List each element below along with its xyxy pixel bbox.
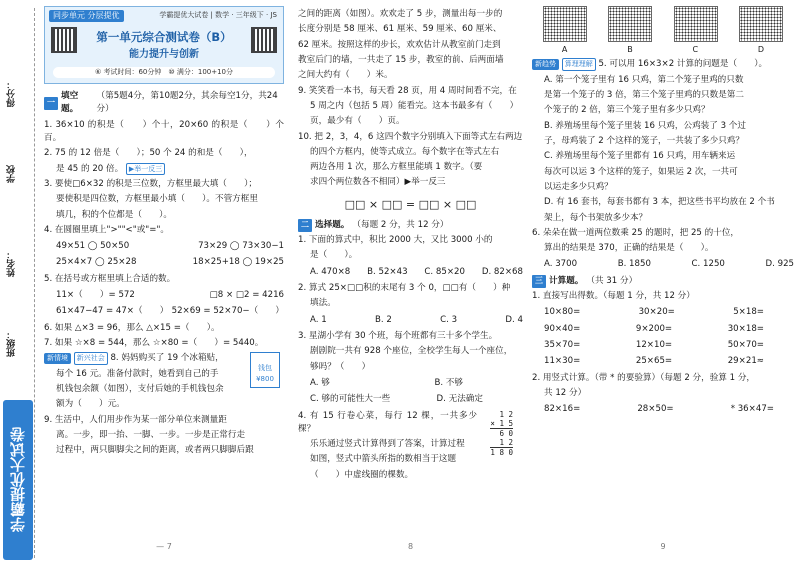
choice-4-cont: 乐乐通过竖式计算得到了答案，计算过程 — [310, 439, 465, 450]
option: B. 2 — [375, 314, 392, 325]
section-number: 三 — [532, 275, 546, 287]
grid-label: D — [757, 45, 765, 54]
options-row — [298, 266, 523, 279]
question-10-cont2: 两边各用 1 次，那么方框里能填 1 数字。（要 — [310, 162, 483, 173]
calc-2-cont: 共 12 分） — [544, 387, 587, 398]
choice-5-a: A. 第一个笼子里有 16 只鸡，第二个笼子里鸡的只数 — [544, 74, 744, 85]
question-6: 6. 如果 △×3 = 96，那么 △×15 =（ ）。 — [44, 322, 220, 333]
option: A. 够 — [310, 377, 330, 388]
dot-grid-c — [674, 6, 718, 42]
options-row — [298, 314, 523, 327]
option: D. 925 — [765, 259, 794, 270]
vertical-multiplication — [490, 410, 513, 457]
option: B. 不够 — [434, 377, 463, 388]
compare-row — [44, 256, 284, 269]
option: A. 3700 — [544, 259, 578, 270]
calc-row — [532, 306, 794, 319]
option: D. 82×68 — [481, 266, 523, 277]
question-8-cont: 每个 16 元。准备付款时，她看到自己的手 — [56, 368, 219, 379]
question-9b-cont: 5 周之内（包括 5 周）能看完。这本书最多有（ ） — [310, 100, 519, 111]
fill-row — [44, 305, 284, 318]
question-8-block — [44, 352, 284, 411]
q9-cont-text: 62 厘米。按照这样的步长，欢欢估计从教室前门走到 — [298, 39, 501, 50]
option: B. 52×43 — [367, 266, 408, 277]
name-label: 姓名： — [7, 250, 17, 277]
question-4: 4. 在圆圈里填上">""<"或"="。 — [44, 224, 169, 235]
calc-item: 28×50= — [637, 404, 674, 415]
question-2: 2. 75 的 12 倍是（ ）；50 个 24 的和是（ ）， — [44, 148, 253, 159]
vert-line: 1 8 0 — [490, 447, 513, 457]
series-label: 学霸提优大试卷 | 数学 · 三年级下 · JS — [159, 11, 277, 19]
score-label: 得分： — [7, 80, 17, 107]
compare-item: 25×4×7 ◯ 25×28 — [56, 257, 137, 268]
fill-item: 61×47−47 = 47×（ ） — [56, 306, 169, 317]
section-number: 一 — [44, 97, 58, 109]
choice-3: 3. 星湖小学有 30 个班，每个班都有三十多个学生。 — [298, 330, 498, 341]
option: C. 1250 — [691, 259, 725, 270]
calc-item: 9×200= — [635, 323, 673, 334]
q9-cont-text: 教室后门的墙，一共走了 15 步，教室的前、后两面墙 — [298, 54, 504, 65]
page-8 — [298, 6, 523, 551]
question-3-cont2: 填几，积的个位都是（ ）。 — [56, 209, 173, 220]
topic-tag: 算理理解 — [562, 58, 596, 71]
section-2-heading — [298, 219, 523, 232]
question-9b-cont2: 页，最少有（ ）页。 — [310, 116, 405, 127]
choice-4: 4. 有 15 行卷心菜，每行 12 棵，一共多少棵？ — [298, 410, 477, 434]
grid-labels — [532, 44, 794, 56]
question-3-cont: 要使积是四位数，方框里最小填（ ）。不管方框里 — [56, 194, 258, 205]
test-subtitle: 能力提升与创新 — [129, 49, 199, 60]
question-9: 9. 生活中，人们用步作为某一部分单位来测量距 — [44, 414, 227, 425]
grid-label: C — [692, 45, 699, 54]
vert-line: × 1 5 — [490, 418, 513, 428]
new-context-tag: 新情境 — [44, 353, 71, 364]
fill-item: □8 × □2 = 4216 — [209, 290, 284, 301]
q9-cont-text: 长度分别是 58 厘米、61 厘米、59 厘米、60 厘米、 — [298, 24, 502, 35]
q9-cont-text: 之间大约有（ ）米。 — [298, 70, 393, 81]
phone-wallet-image: 钱包 ¥800 — [250, 352, 280, 388]
calc-item: 25×65= — [635, 356, 673, 367]
test-title: 第一单元综合测试卷（B） — [96, 30, 232, 44]
vert-line: 1 2 — [490, 438, 513, 448]
fill-item: 11×（ ）= 572 — [56, 290, 135, 301]
calc-item: 29×21≈ — [727, 356, 764, 367]
question-7: 7. 如果 ☆×8 = 544，那么 ☆×80 =（ ）= 5440。 — [44, 338, 264, 348]
question-2-cont: 是 45 的 20 倍。 — [56, 163, 124, 174]
choice-6: 6. 朵朵在做一道两位数乘 25 的题时，把 25 的十位， — [532, 227, 740, 238]
page-9 — [532, 6, 794, 551]
grid-label: A — [561, 45, 568, 54]
box-equation: □□ × □□ = □□ × □□ — [344, 197, 477, 211]
options-row — [298, 393, 523, 406]
brand-banner: 学霸提优大试卷 — [3, 400, 33, 560]
fill-item: 52×69 = 52×70−（ ） — [171, 306, 284, 317]
calc-1: 1. 直接写出得数。（每题 1 分，共 12 分） — [532, 291, 695, 302]
choice-5-c-cont: 每次可以运 3 个这样的笼子，如果运 2 次，一共可 — [544, 166, 738, 177]
choice-5-c: C. 养殖场里每个笼子里都有 16 只鸡，用车辆来运 — [544, 151, 736, 162]
page-number: 8 — [407, 541, 414, 551]
calc-item: 12×10= — [635, 340, 673, 351]
calc-item: 50×70= — [727, 340, 764, 351]
choice-6-cont: 算出的结果是 370，正确的结果是（ ）。 — [544, 243, 714, 254]
compare-row — [44, 240, 284, 253]
section-number: 二 — [298, 219, 312, 231]
question-10-cont3: 求四个两位数各不相同）▶举一反三 — [310, 177, 446, 188]
choice-2: 2. 算式 25×□□积的末尾有 3 个 0，□□有（ ）种 — [298, 283, 511, 294]
question-9-cont: 离。一步，即一抬、一脚、一步。一步是正常行走 — [56, 429, 246, 440]
question-8: 8. 妈妈购买了 19 个冰箱贴， — [110, 353, 224, 364]
section-3-heading — [532, 275, 794, 288]
calc-2: 2. 用竖式计算。（带 * 的要验算）（每题 2 分，验算 1 分， — [532, 372, 756, 383]
calc-item: 82×16= — [544, 404, 581, 415]
option: C. 3 — [440, 314, 458, 325]
calc-row — [532, 323, 794, 336]
question-5: 5. 在括号或方框里填上合适的数。 — [44, 273, 176, 284]
grid-label: B — [627, 45, 633, 54]
calc-item: 35×70= — [544, 340, 581, 351]
option: A. 1 — [310, 314, 327, 325]
dot-grid-d — [739, 6, 783, 42]
calc-row — [532, 339, 794, 352]
question-10: 10. 把 2，3，4，6 这四个数字分别填入下面等式左右两边 — [298, 131, 523, 142]
section-desc: （共 31 分） — [586, 275, 638, 286]
vert-line: 6 0 — [499, 428, 513, 438]
section-title: 选择题。 — [315, 219, 350, 230]
choice-5: 5. 可以用 16×3×2 计算的问题是（ ）。 — [598, 59, 768, 70]
compare-item: 18×25+18 ◯ 19×25 — [192, 257, 284, 268]
choice-5-d-cont: 架上，每个书架放多少本？ — [544, 212, 648, 223]
calc-item: 11×30= — [544, 356, 581, 367]
cut-line — [34, 8, 35, 558]
section-desc: （每题 2 分，共 12 分） — [352, 219, 449, 230]
section-desc: （第5题4分，第10题2分，其余每空1分，共24分） — [96, 91, 278, 115]
choice-2-cont: 填法。 — [310, 298, 336, 309]
trend-tag: 新趋势 — [532, 59, 559, 70]
option: D. 4 — [505, 314, 523, 325]
dot-grid-b — [608, 6, 652, 42]
choice-4-cont3: （ ）中虚线圈的棵数。 — [310, 469, 414, 480]
options-row — [532, 258, 794, 271]
calc-item: 30×18= — [727, 323, 764, 334]
choice-1: 1. 下面的算式中，积比 2000 大，又比 3000 小的 — [298, 235, 493, 246]
page-number: — 7 — [156, 541, 172, 551]
calc-item: 10×80= — [544, 307, 581, 318]
choice-3-cont: 剧剧院一共有 928 个座位，全校学生每人一个座位， — [310, 346, 513, 357]
choice-5-d: D. 有 16 套书，每套书都有 3 本，把这些书平均放在 2 个书 — [544, 197, 775, 208]
calc-item: * 36×47= — [730, 404, 774, 415]
section-1-heading — [44, 90, 284, 117]
choice-5-a-cont: 是第一个笼子的 3 倍，第三个笼子里鸡的只数是第二 — [544, 90, 744, 101]
q9-cont-text: 之间的距离（如图）。欢欢走了 5 步，测量出每一步的 — [298, 9, 503, 19]
fill-row — [44, 289, 284, 302]
calc-item: 5×18= — [733, 307, 764, 318]
page-7 — [44, 6, 284, 551]
question-9b: 9. 笑笑看一本书，每天看 28 页，用 4 周时间看不完，在 — [298, 85, 517, 96]
test-meta: ⑥ 考试时间：60分钟 ⑩ 满分：100+10分 — [53, 67, 275, 78]
section-title: 计算题。 — [549, 275, 584, 286]
vert-line: 1 2 — [499, 409, 513, 419]
option: D. 无法确定 — [436, 394, 483, 405]
option: C. 85×20 — [424, 266, 465, 277]
choice-5-a-cont2: 个笼子的 2 倍，第三个笼子里有多少只鸡？ — [544, 105, 710, 116]
class-label: 班级： — [7, 330, 17, 357]
page-number: 9 — [660, 541, 666, 551]
test-header — [44, 6, 284, 84]
calc-item: 90×40= — [544, 323, 581, 334]
calc-row — [532, 355, 794, 368]
choice-3-cont2: 够吗？（ ） — [310, 361, 371, 372]
choice-4-block — [298, 410, 523, 483]
question-8-cont3: 额为（ ）元。 — [56, 399, 125, 410]
choice-4-cont2: 如图，竖式中箭头所指的数相当于这题 — [310, 454, 457, 465]
topic-tag: 新兴社会 — [74, 352, 108, 365]
option: B. 1850 — [617, 259, 651, 270]
question-3: 3. 要使□6×32 的积是三位数，方框里最大填（ ）； — [44, 178, 257, 189]
compare-item: 49×51 ◯ 50×50 — [56, 241, 130, 252]
dot-grid-options — [532, 6, 794, 42]
choice-5-b-cont: 子，母鸡装了 2 个这样的笼子，一共装了多少只鸡？ — [544, 135, 744, 146]
option: C. 够的可能性大一些 — [310, 394, 391, 405]
compare-item: 73×29 ◯ 73×30−1 — [198, 241, 284, 252]
calc-row — [532, 403, 794, 416]
practice-link[interactable]: ▶举一反三 — [126, 163, 165, 176]
unit-tag: 同步单元 分层提优 — [49, 10, 124, 22]
choice-1-cont: 是（ ）。 — [310, 250, 358, 261]
options-row — [298, 377, 523, 390]
calc-item: 30×20= — [638, 307, 675, 318]
option: A. 470×8 — [310, 266, 351, 277]
question-1: 1. 36×10 的积是（ ）个十，20×60 的积是（ ）个百。 — [44, 119, 284, 143]
dot-grid-a — [543, 6, 587, 42]
question-9-cont2: 过程中，两只脚脚尖之间的距离，或者两只脚脚后跟 — [56, 445, 254, 456]
question-10-cont: 的四个方框内，使等式成立。每个数字在等式左右 — [310, 146, 500, 157]
school-label: 学校 — [7, 165, 17, 183]
section-title: 填空题。 — [61, 91, 79, 115]
question-8-cont2: 机钱包余额（如图），支付后她的手机钱包余 — [56, 383, 224, 394]
choice-5-c-cont2: 以运走多少只鸡？ — [544, 181, 613, 192]
choice-5-b: B. 养殖场里每个笼子里装 16 只鸡，公鸡装了 3 个过 — [544, 120, 746, 131]
